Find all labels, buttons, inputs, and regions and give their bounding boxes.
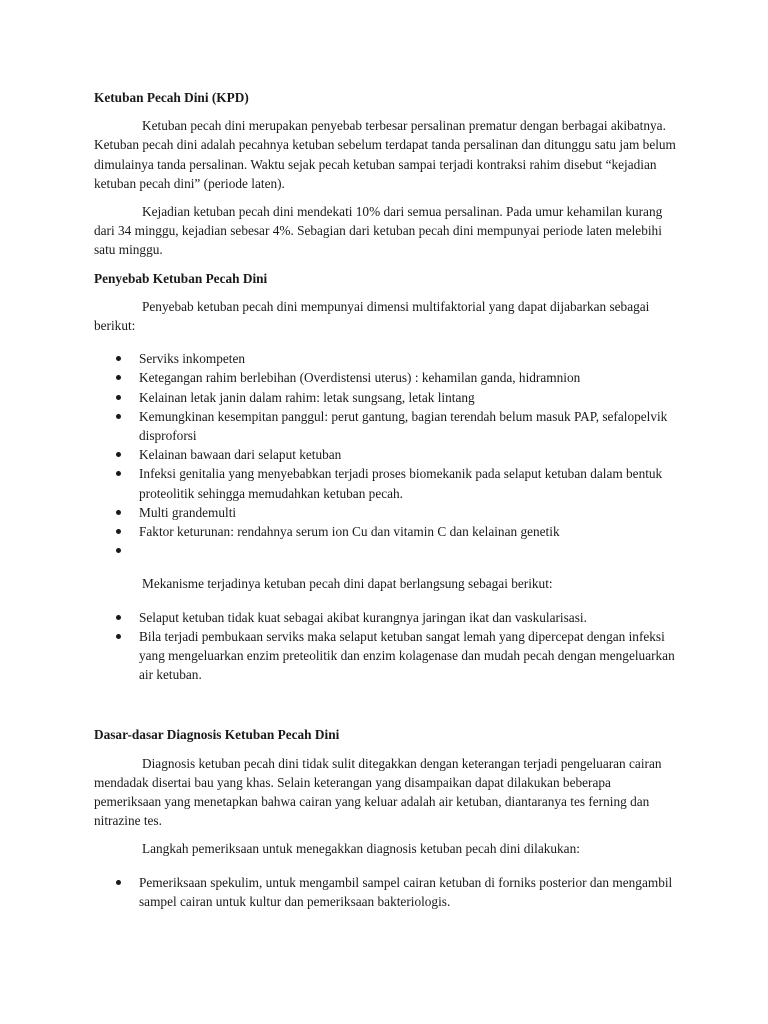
list-item: Faktor keturunan: rendahnya serum ion Cu dan vitamin C dan kelainan genetik — [94, 522, 679, 541]
paragraph-causes-intro: Penyebab ketuban pecah dini mempunyai dimensi multifaktorial yang dapat dijabarkan sebagai berikut: — [94, 298, 650, 334]
list-item: Kemungkinan kesempitan panggul: perut gantung, bagian terendah belum masuk PAP, sefalopelvik disproforsi — [94, 407, 679, 445]
list-item: Selaput ketuban tidak kuat sebagai akibat kurangnya jaringan ikat dan vaskularisasi. — [94, 608, 679, 627]
heading-diagnosis: Dasar-dasar Diagnosis Ketuban Pecah Dini — [94, 727, 340, 743]
list-item: Kelainan letak janin dalam rahim: letak sungsang, letak lintang — [94, 388, 679, 407]
list-item: Multi grandemulti — [94, 503, 679, 522]
heading-causes: Penyebab Ketuban Pecah Dini — [94, 270, 268, 286]
list-item: Serviks inkompeten — [94, 349, 679, 368]
spacer — [94, 698, 679, 725]
list-item: Kelainan bawaan dari selaput ketuban — [94, 445, 679, 464]
list-item: Pemeriksaan spekulim, untuk mengambil sampel cairan ketuban di forniks posterior dan mengambil sampel cairan untuk kultur dan pemeriksaan bakteriologis. — [94, 873, 679, 911]
heading-kpd: Ketuban Pecah Dini (KPD) — [94, 90, 249, 105]
list-item-empty — [94, 541, 679, 560]
paragraph-mechanism-intro: Mekanisme terjadinya ketuban pecah dini dapat berlangsung sebagai berikut: — [142, 576, 553, 592]
list-item: Bila terjadi pembukaan serviks maka selaput ketuban sangat lemah yang dipercepat dengan infeksi yang mengeluarkan enzim preteolitik dan enzim kolagenase dan mudah pecah dengan mengeluarkan air ketuban. — [94, 627, 679, 685]
paragraph-diagnosis: Diagnosis ketuban pecah dini tidak sulit ditegakkan dengan keterangan terjadi pengeluaran cairan mendadak disertai bau yang khas. Selain keterangan yang disampaikan dapat dilakukan beberapa pemeriksaan yang menetapkan bahwa cairan yang keluar adalah air ketuban, diantaranya tes ferning dan nitrazine tes. — [94, 755, 662, 829]
document-page — [94, 88, 679, 925]
list-item: Infeksi genitalia yang menyebabkan terjadi proses biomekanik pada selaput ketuban dalam bentuk proteolitik sehingga memudahkan ketuban pecah. — [94, 464, 679, 502]
paragraph-definition: Ketuban pecah dini merupakan penyebab terbesar persalinan prematur dengan berbagai akibatnya. Ketuban pecah dini adalah pecahnya ketuban sebelum terdapat tanda persalinan dan ditunggu satu jam belum dimulainya tanda persalinan. Waktu sejak pecah ketuban sampai terjadi kontraksi rahim disebut “kejadian ketuban pecah dini” (periode laten). — [94, 118, 676, 191]
list-item: Ketegangan rahim berlebihan (Overdistensi uterus) : kehamilan ganda, hidramnion — [94, 368, 679, 387]
paragraph-exam-steps-intro: Langkah pemeriksaan untuk menegakkan diagnosis ketuban pecah dini dilakukan: — [142, 841, 580, 857]
paragraph-incidence: Kejadian ketuban pecah dini mendekati 10% dari semua persalinan. Pada umur kehamilan kurang dari 34 minggu, kejadian sebesar 4%. Sebagian dari ketuban pecah dini mempunyai periode laten melebihi satu minggu. — [94, 204, 663, 258]
causes-list — [94, 349, 679, 560]
exam-steps-list — [94, 873, 679, 911]
mechanism-list — [94, 608, 679, 685]
